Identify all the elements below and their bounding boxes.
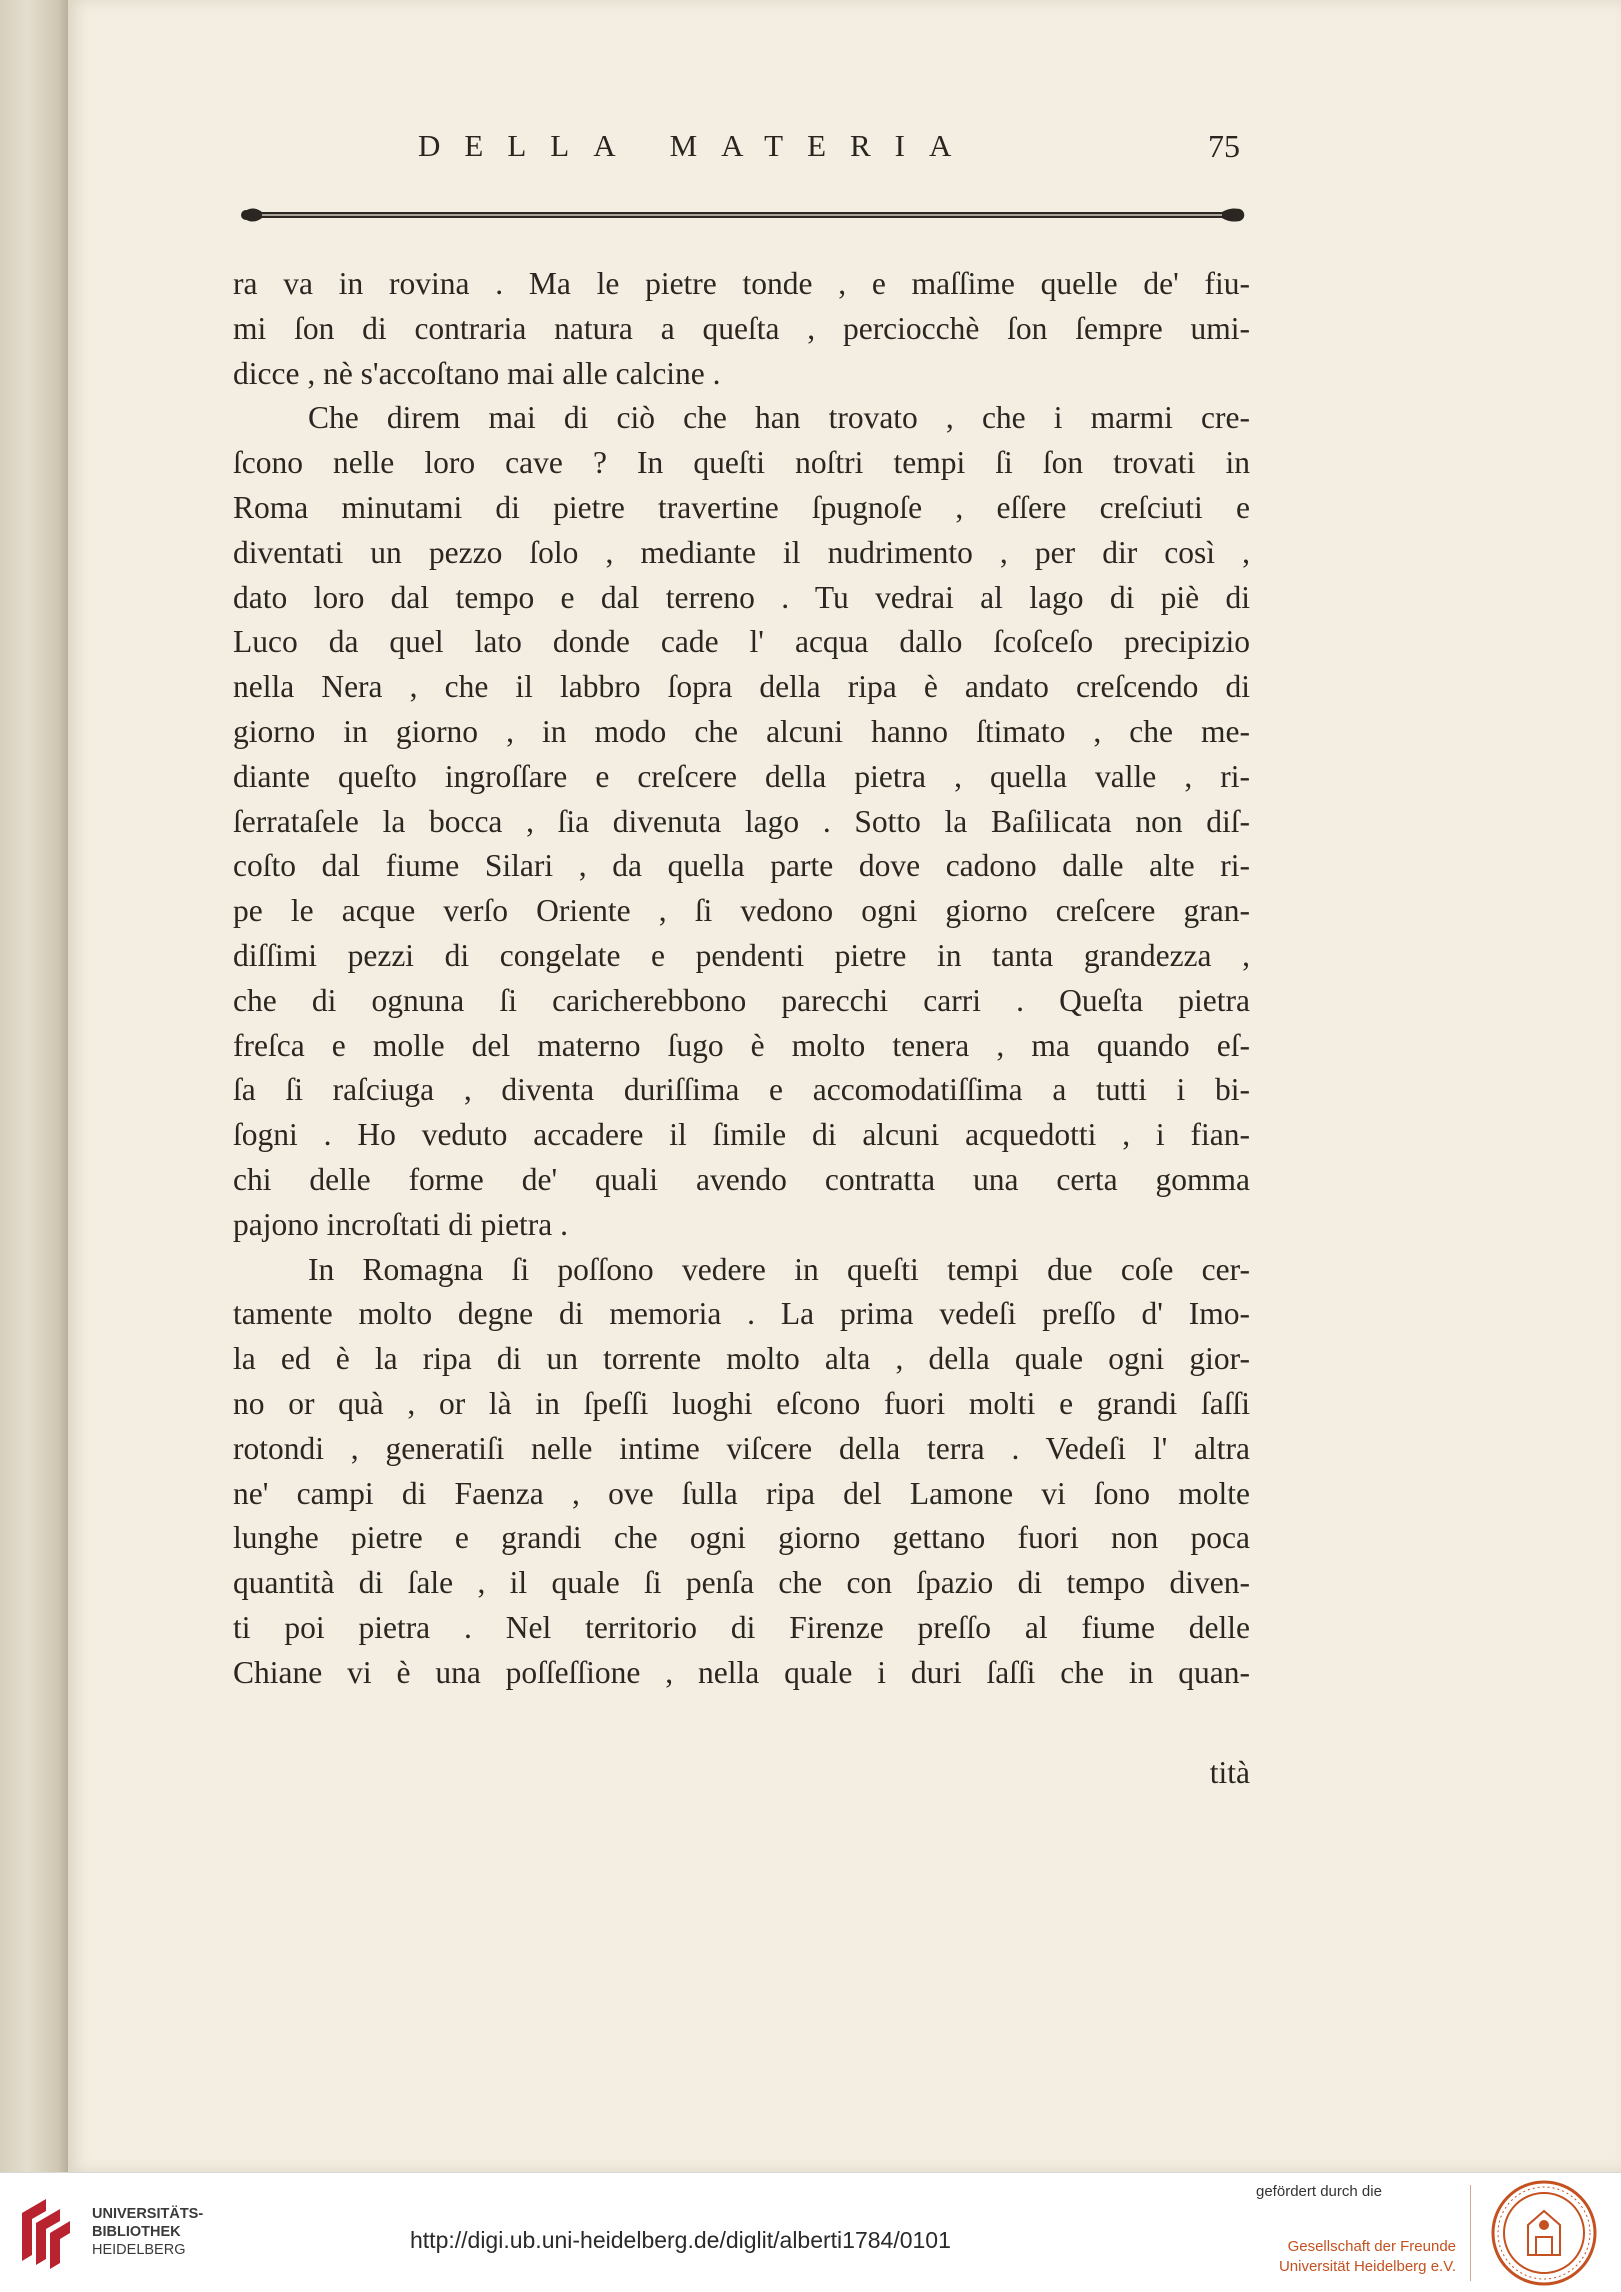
library-name	[92, 2205, 292, 2259]
decorative-rule	[232, 200, 1250, 230]
society-name-line: Gesellschaft der Freunde	[1287, 2238, 1456, 2255]
text-line: dicce , nè s'accoſtano mai alle calcine .	[233, 355, 721, 391]
text-line: no or quà , or là in ſpeſſi luoghi eſcono fuori molti e grandi ſaſſi	[233, 1385, 1250, 1421]
text-line: diante queſto ingroſſare e creſcere della pietra , quella valle , ri-	[233, 758, 1250, 794]
text-line: ti poi pietra . Nel territorio di Firenze preſſo al fiume delle	[233, 1609, 1250, 1645]
text-line: pe le acque verſo Oriente , ſi vedono ogni giorno creſcere gran-	[233, 893, 1250, 929]
catchword: tità	[1209, 1755, 1250, 1790]
text-line: Chiane vi è una poſſeſſione , nella quale i duri ſaſſi che in quan-	[233, 1654, 1250, 1690]
text-line: ſcono nelle loro cave ? In queſti noſtri tempi ſi ſon trovati in	[233, 445, 1250, 481]
text-line: freſca e molle del materno ſugo è molto tenera , ma quando eſ-	[233, 1027, 1250, 1063]
text-line: In Romagna ſi poſſono vedere in queſti tempi due coſe cer-	[308, 1251, 1250, 1287]
page-number: 75	[1208, 128, 1240, 164]
text-line: tamente molto degne di memoria . La prima vedeſi preſſo d' Imo-	[233, 1296, 1250, 1332]
text-line: ra va in rovina . Ma le pietre tonde , e maſſime quelle de' fiu-	[233, 266, 1250, 301]
society-name-line: Universität Heidelberg e.V.	[1278, 2258, 1456, 2275]
running-head: DELLA MATERIA	[418, 128, 976, 163]
text-line: lunghe pietre e grandi che ogni giorno gettano fuori non poca	[233, 1520, 1250, 1556]
text-line: chi delle forme de' quali avendo contratta una certa gomma	[233, 1161, 1250, 1197]
text-line: mi ſon di contraria natura a queſta , perciocchè ſon ſempre umi-	[233, 310, 1250, 346]
text-line: ſogni . Ho veduto accadere il ſimile di alcuni acquedotti , i fian-	[233, 1117, 1250, 1153]
university-library-logo-icon	[16, 2191, 74, 2271]
permalink-url[interactable]: http://digi.ub.uni-heidelberg.de/diglit/alberti1784/0101	[410, 2227, 951, 2253]
society-name	[1220, 2237, 1456, 2277]
text-line: diventati un pezzo ſolo , mediante il nudrimento , per dir così ,	[233, 534, 1250, 570]
text-line: Roma minutami di pietre travertine ſpugnoſe , eſſere creſciuti e	[233, 489, 1250, 525]
text-line: pajono incroſtati di pietra .	[233, 1206, 569, 1242]
text-line: quantità di ſale , il quale ſi penſa che con ſpazio di tempo diven-	[233, 1565, 1250, 1601]
text-line: la ed è la ripa di un torrente molto alta , della quale ogni gior-	[233, 1341, 1250, 1377]
footer-divider	[1470, 2185, 1471, 2281]
text-line: ſerrataſele la bocca , ſia divenuta lago . Sotto la Baſilicata non diſ-	[233, 803, 1250, 839]
text-line: giorno in giorno , in modo che alcuni hanno ſtimato , che me-	[233, 713, 1250, 749]
text-line: ne' campi di Faenza , ove ſulla ripa del Lamone vi ſono molte	[233, 1475, 1250, 1511]
funded-by-label: gefördert durch die	[1256, 2183, 1382, 2200]
text-line: rotondi , generatiſi nelle intime viſcere della terra . Vedeſi l' altra	[233, 1430, 1250, 1466]
library-name-line: BIBLIOTHEK	[92, 2224, 181, 2240]
text-line: dato loro dal tempo e dal terreno . Tu vedrai al lago di piè di	[233, 579, 1250, 615]
library-name-line: UNIVERSITÄTS-	[92, 2206, 204, 2222]
text-line: Che direm mai di ciò che han trovato , che i marmi cre-	[308, 400, 1250, 436]
book-gutter-edge	[0, 0, 68, 2172]
footer-bar	[0, 2172, 1621, 2292]
text-line: che di ognuna ſi caricherebbono parecchi carri . Queſta pietra	[233, 982, 1250, 1018]
body-text	[233, 262, 1250, 1696]
library-name-line: HEIDELBERG	[92, 2242, 186, 2258]
text-line: coſto dal fiume Silari , da quella parte dove cadono dalle alte ri-	[233, 848, 1250, 884]
text-line: ſa ſi raſciuga , diventa duriſſima e accomodatiſſima a tutti i bi-	[233, 1072, 1250, 1108]
text-line: nella Nera , che il labbro ſopra della ripa è andato creſcendo di	[233, 669, 1250, 705]
text-line: diſſimi pezzi di congelate e pendenti pietre in tanta grandezza ,	[233, 937, 1250, 973]
text-line: Luco da quel lato donde cade l' acqua dallo ſcoſceſo precipizio	[233, 624, 1250, 660]
university-seal-icon	[1490, 2179, 1598, 2287]
